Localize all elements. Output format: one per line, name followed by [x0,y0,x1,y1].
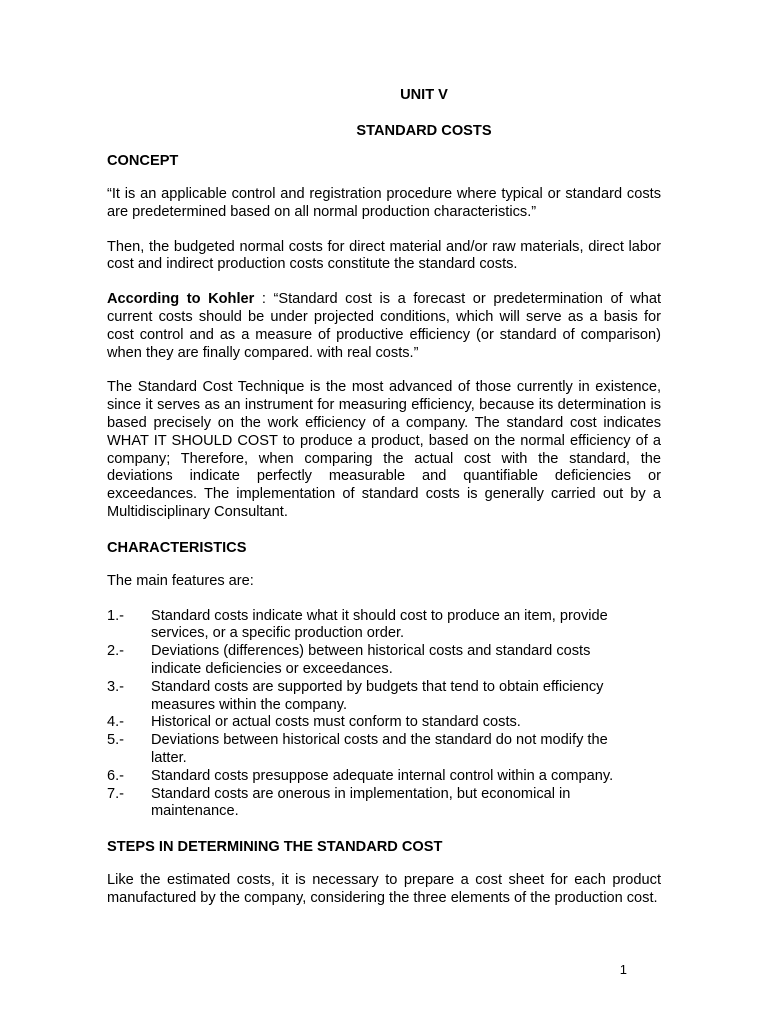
list-item-number: 1.- [107,607,125,624]
list-item-number: 2.- [107,643,125,660]
list-item [107,608,661,644]
list-item-number: 3.- [107,678,125,695]
document-title: STANDARD COSTS [356,123,492,139]
kohler-quote: : “Standard cost is a forecast or predetermination of what current costs should be under projected conditions, which will serve as a basis for cost control and as a measure of productive efficiency (or standard of comparison) when they are finally compared. with real costs.” [107,291,662,361]
list-item [107,679,661,715]
list-item-number: 6.- [107,767,125,784]
list-item-text: Standard costs are onerous in implementation, but economical in maintenance. [151,785,571,820]
list-item-number: 7.- [107,785,125,802]
list-item [107,786,661,822]
page-number: 1 [619,962,627,977]
steps-paragraph: Like the estimated costs, it is necessary to prepare a cost sheet for each product manufactured by the company, considering the three elements of the production cost. [107,872,661,906]
document-page [107,86,661,908]
list-item [107,643,661,679]
kohler-paragraph [107,291,661,362]
list-item-number: 5.- [107,732,125,749]
list-item [107,714,661,732]
list-item-text: Deviations between historical costs and the standard do not modify the latter. [151,732,608,766]
technique-paragraph: The Standard Cost Technique is the most advanced of those currently in existence, since it serves as an instrument for measuring efficiency, because its determination is based precisely on the work efficiency of a company. The standard cost indicates WHAT IT SHOULD COST to produce a product, based on the normal efficiency of a company; Therefore, when comparing the actual cost with the standard, the deviations indicate perfectly measurable and quantifiable deficiencies or exceedances. The implementation of standard costs is generally carried out by a Multidisciplinary Consultant. [107,379,661,520]
list-item-text: Standard costs presuppose adequate internal control within a company. [151,767,614,784]
list-item-text: Historical or actual costs must conform to standard costs. [151,714,521,731]
characteristics-heading: CHARACTERISTICS [107,539,247,556]
list-item-number: 4.- [107,714,125,731]
list-item-text: Standard costs are supported by budgets that tend to obtain efficiency measures within the company. [151,678,604,713]
concept-definition-paragraph: “It is an applicable control and registration procedure where typical or standard costs are predetermined based on all normal production characteristics.” [107,186,661,220]
unit-heading: UNIT V [400,87,448,103]
concept-heading: CONCEPT [107,153,179,169]
budgeted-costs-paragraph: Then, the budgeted normal costs for direct material and/or raw materials, direct labor cost and indirect production costs constitute the standard costs. [107,238,661,273]
list-item-text: Deviations (differences) between historical costs and standard costs indicate deficiencies or exceedances. [151,643,591,677]
list-item [107,768,661,786]
steps-heading: STEPS IN DETERMINING THE STANDARD COST [107,839,443,856]
kohler-label: According to Kohler [107,291,255,308]
features-intro: The main features are: [107,572,254,589]
features-list [107,608,661,822]
list-item-text: Standard costs indicate what it should cost to produce an item, provide services, or a specific production order. [151,607,608,642]
list-item [107,732,661,768]
